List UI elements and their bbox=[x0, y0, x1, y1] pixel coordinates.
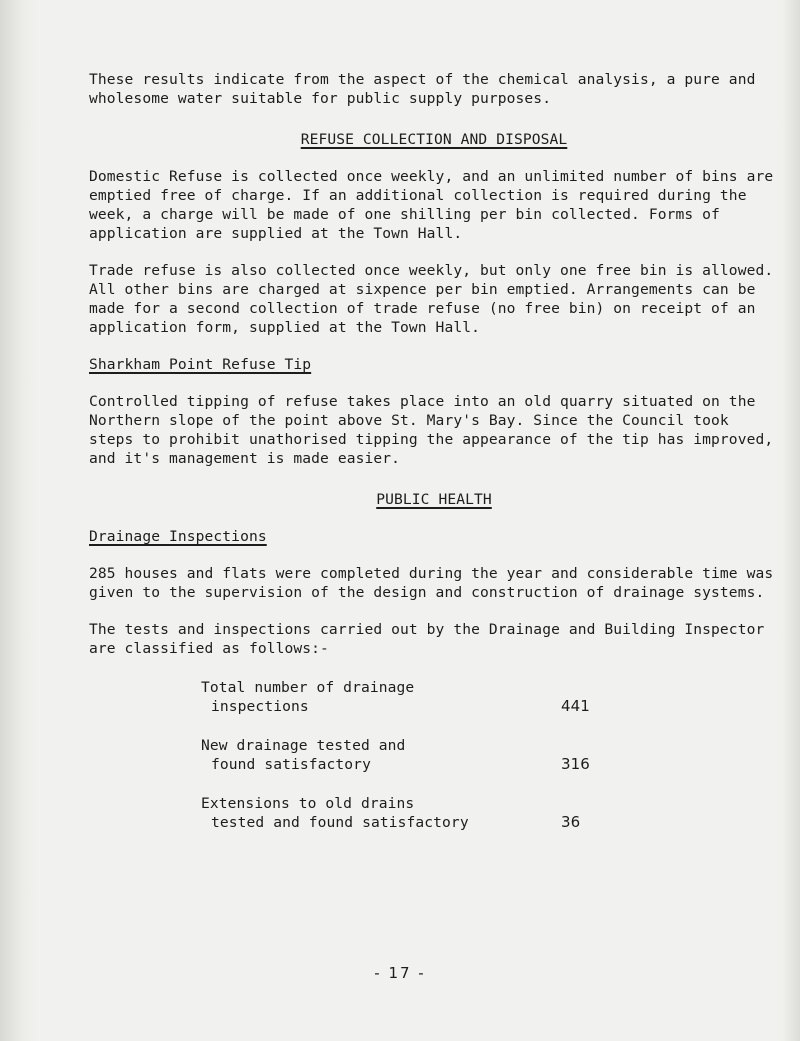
page-edge-left bbox=[0, 0, 38, 1041]
intro-paragraph: These results indicate from the aspect of the chemical analysis, a pure and wholesome water suitable for public supply purposes. bbox=[89, 71, 756, 107]
document-body bbox=[89, 70, 779, 852]
drainage-heading-text: Drainage Inspections bbox=[89, 528, 267, 545]
drainage-paragraph-1: 285 houses and flats were completed during the year and considerable time was given to the supervision of the design and construction of drainage systems. bbox=[89, 565, 774, 601]
page-number: - 17 - bbox=[374, 964, 426, 982]
stat-label-line2: tested and found satisfactory bbox=[211, 814, 469, 831]
stat-label-line2: inspections bbox=[211, 698, 309, 715]
stat-value: 316 bbox=[561, 755, 590, 773]
stat-row-extensions bbox=[201, 794, 621, 832]
public-health-heading-text: PUBLIC HEALTH bbox=[376, 491, 492, 508]
stat-label bbox=[201, 736, 541, 774]
stat-label-line1: Extensions to old drains bbox=[201, 795, 415, 812]
stat-label bbox=[201, 678, 541, 716]
tip-paragraph: Controlled tipping of refuse takes place into an old quarry situated on the Northern slope of the point above St. Mary's Bay. Since the Council took steps to prohibit unathorised tipping the appearance of the tip has improved, and it's management is made easier. bbox=[89, 393, 774, 467]
stat-label-line1: New drainage tested and bbox=[201, 737, 406, 754]
stat-label-line1: Total number of drainage bbox=[201, 679, 415, 696]
refuse-heading-text: REFUSE COLLECTION AND DISPOSAL bbox=[300, 131, 568, 148]
domestic-refuse-paragraph: Domestic Refuse is collected once weekly, and an unlimited number of bins are emptied free of charge. If an additional collection is required during the week, a charge will be made of one shilling per bin collected. Forms of application are supplied at the Town Hall. bbox=[89, 168, 774, 242]
tip-heading-text: Sharkham Point Refuse Tip bbox=[89, 356, 312, 373]
stat-value: 36 bbox=[561, 813, 581, 831]
drainage-heading bbox=[89, 527, 779, 546]
stat-label-line2: found satisfactory bbox=[211, 756, 371, 773]
refuse-heading bbox=[89, 130, 779, 149]
page-edge-right bbox=[776, 0, 800, 1041]
tip-heading bbox=[89, 355, 779, 374]
stat-row-total-inspections bbox=[201, 678, 621, 716]
stat-label bbox=[201, 794, 541, 832]
stat-row-new-drainage bbox=[201, 736, 621, 774]
trade-refuse-paragraph: Trade refuse is also collected once weekly, but only one free bin is allowed. All other bins are charged at sixpence per bin emptied. Arrangements can be made for a second collection of trade refuse (no free bin) on receipt of an application form, supplied at the Town Hall. bbox=[89, 262, 774, 336]
stat-value: 441 bbox=[561, 697, 590, 715]
drainage-paragraph-2: The tests and inspections carried out by the Drainage and Building Inspector are classified as follows:- bbox=[89, 621, 765, 657]
drainage-stats-list bbox=[201, 678, 621, 832]
public-health-heading bbox=[89, 490, 779, 509]
